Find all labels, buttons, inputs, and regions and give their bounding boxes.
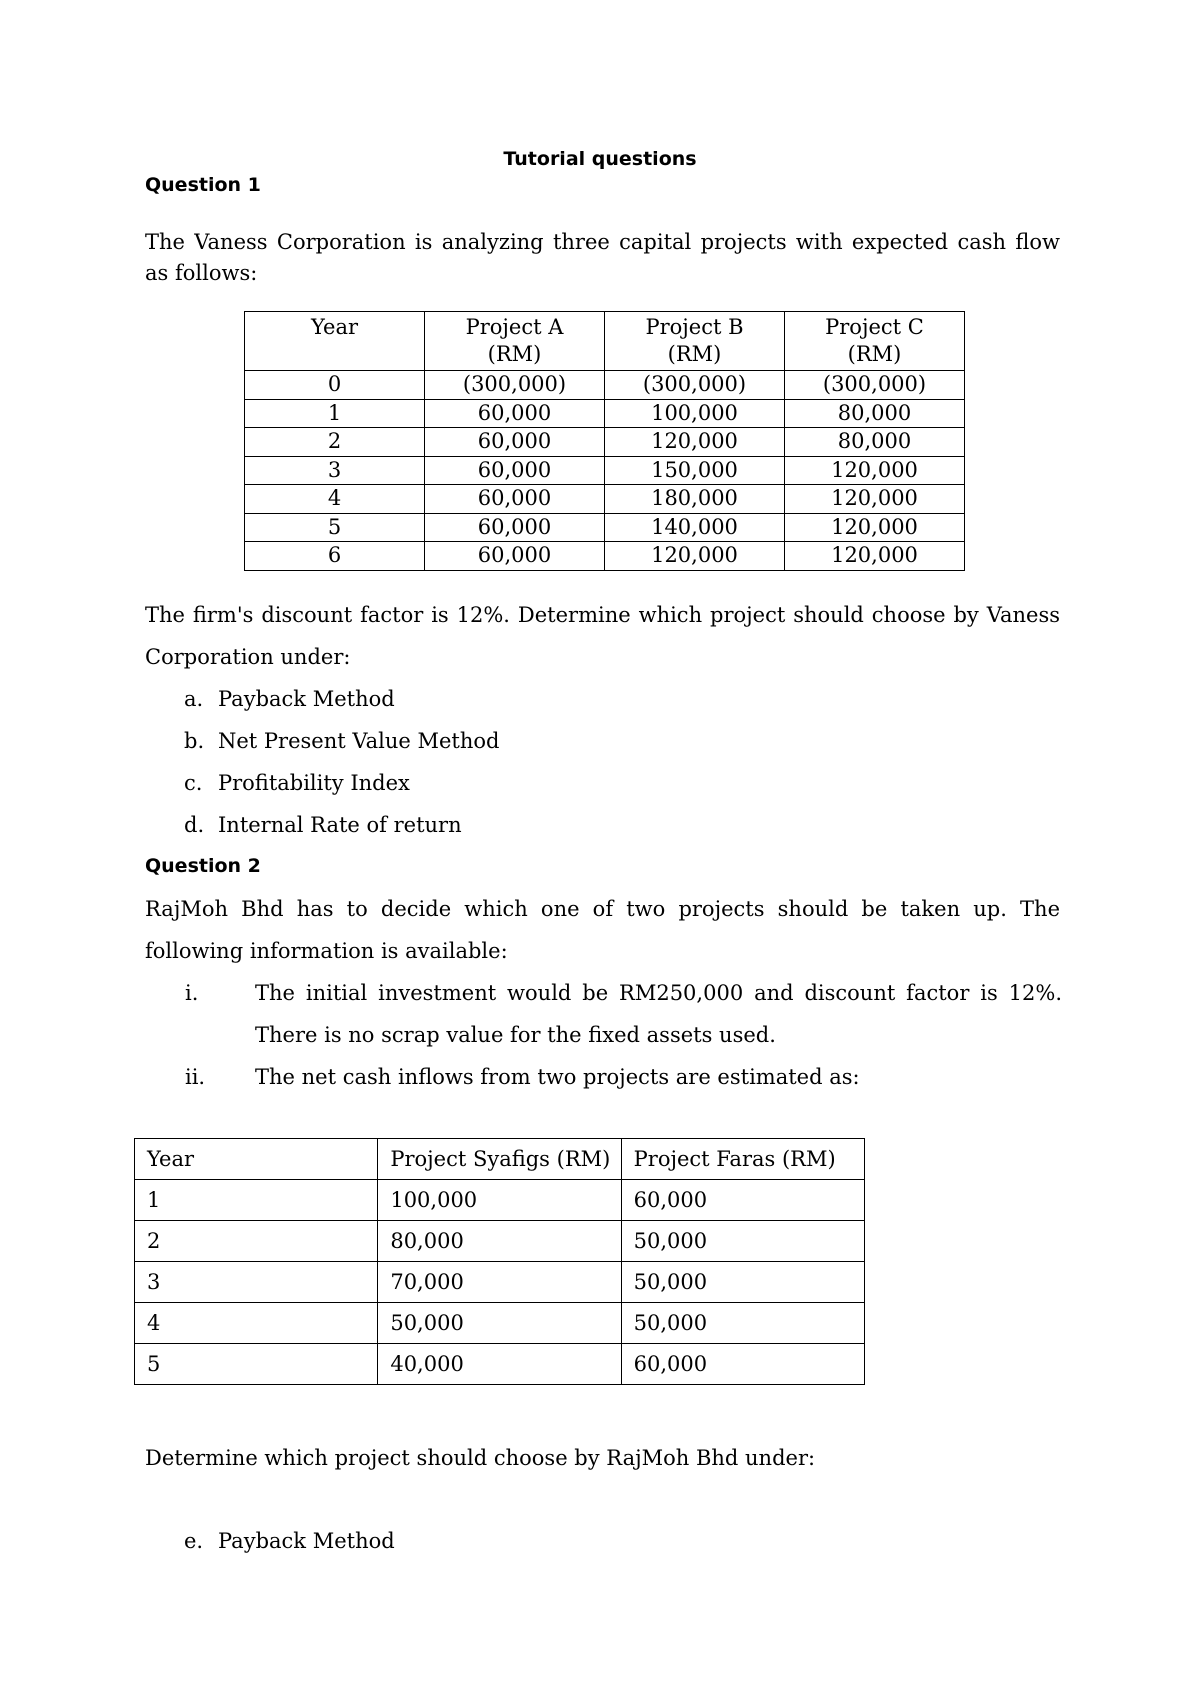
table-cell: 120,000 [785,513,965,542]
cash-flow-table-q1 [244,311,965,571]
table-cell: 4 [135,1303,378,1344]
table-header-row [245,312,965,371]
list-text: Internal Rate of return [218,813,462,837]
question-2-heading: Question 2 [145,855,261,877]
table-cell: 50,000 [621,1262,864,1303]
table-header-row [135,1139,865,1180]
table-row [245,371,965,400]
table-row [135,1221,865,1262]
list-marker: d. [184,813,205,837]
column-header [425,312,605,371]
list-marker: b. [184,729,205,753]
table-cell: 70,000 [378,1262,621,1303]
table-cell: 2 [135,1221,378,1262]
header-project-a: Project A (RM) [465,315,564,366]
table-cell: 120,000 [785,485,965,514]
list-marker: c. [184,771,203,795]
column-header: Project Syafigs (RM) [378,1139,621,1180]
page-title: Tutorial questions [503,148,697,170]
list-text: Payback Method [218,687,395,711]
table-cell: 50,000 [621,1303,864,1344]
table-cell: 6 [245,542,425,571]
table-cell: (300,000) [605,371,785,400]
table-cell: 120,000 [785,456,965,485]
table-cell: 3 [245,456,425,485]
table-row [135,1303,865,1344]
table-cell: 80,000 [378,1221,621,1262]
question-2-instruction: Determine which project should choose by RajMoh Bhd under: [145,1446,816,1470]
table-cell: 60,000 [425,513,605,542]
table-cell: 60,000 [621,1180,864,1221]
question-1-instruction: The firm's discount factor is 12%. Determine which project should choose by Vaness Corporation under: [145,603,1060,669]
table-cell: 100,000 [605,399,785,428]
table-row [135,1180,865,1221]
table-cell: 120,000 [605,428,785,457]
table-row [245,542,965,571]
column-header [245,312,425,371]
table-cell: 100,000 [378,1180,621,1221]
table-row [245,456,965,485]
column-header [785,312,965,371]
table-cell: 120,000 [605,542,785,571]
table-cell: (300,000) [785,371,965,400]
table-row [245,399,965,428]
table-cell: 150,000 [605,456,785,485]
table-row [245,428,965,457]
list-text: Profitability Index [218,771,410,795]
table-cell: 60,000 [621,1344,864,1385]
question-1-intro: The Vaness Corporation is analyzing three capital projects with expected cash flow as follows: [145,230,1060,285]
cash-inflow-table-q2 [134,1138,865,1385]
table-row [135,1262,865,1303]
header-project-c: Project C (RM) [825,315,924,366]
table-cell: 50,000 [621,1221,864,1262]
table-cell: 60,000 [425,542,605,571]
table-cell: 3 [135,1262,378,1303]
table-cell: 4 [245,485,425,514]
table-cell: (300,000) [425,371,605,400]
question-2-intro: RajMoh Bhd has to decide which one of two projects should be taken up. The following information is available: [145,897,1060,963]
table-cell: 5 [245,513,425,542]
list-text: The net cash inflows from two projects are estimated as: [255,1065,860,1089]
column-header: Project Faras (RM) [621,1139,864,1180]
table-cell: 40,000 [378,1344,621,1385]
table-cell: 80,000 [785,428,965,457]
header-year: Year [310,315,359,339]
list-text: Payback Method [218,1529,395,1553]
list-marker: ii. [185,1065,206,1089]
table-row [245,513,965,542]
table-cell: 60,000 [425,456,605,485]
column-header [605,312,785,371]
table-cell: 1 [135,1180,378,1221]
table-row [245,485,965,514]
table-cell: 2 [245,428,425,457]
list-marker: e. [184,1529,204,1553]
list-text: Net Present Value Method [218,729,500,753]
list-text: The initial investment would be RM250,000 and discount factor is 12%. There is no scrap value for the fixed assets used. [255,981,1062,1047]
table-cell: 60,000 [425,485,605,514]
table-cell: 180,000 [605,485,785,514]
header-project-b: Project B (RM) [645,315,744,366]
list-marker: a. [184,687,204,711]
table-cell: 5 [135,1344,378,1385]
table-cell: 50,000 [378,1303,621,1344]
table-cell: 0 [245,371,425,400]
table-cell: 1 [245,399,425,428]
table-cell: 120,000 [785,542,965,571]
list-marker: i. [185,981,199,1005]
table-cell: 80,000 [785,399,965,428]
column-header: Year [135,1139,378,1180]
table-cell: 140,000 [605,513,785,542]
table-cell: 60,000 [425,399,605,428]
table-cell: 60,000 [425,428,605,457]
table-row [135,1344,865,1385]
question-1-heading: Question 1 [145,174,261,196]
